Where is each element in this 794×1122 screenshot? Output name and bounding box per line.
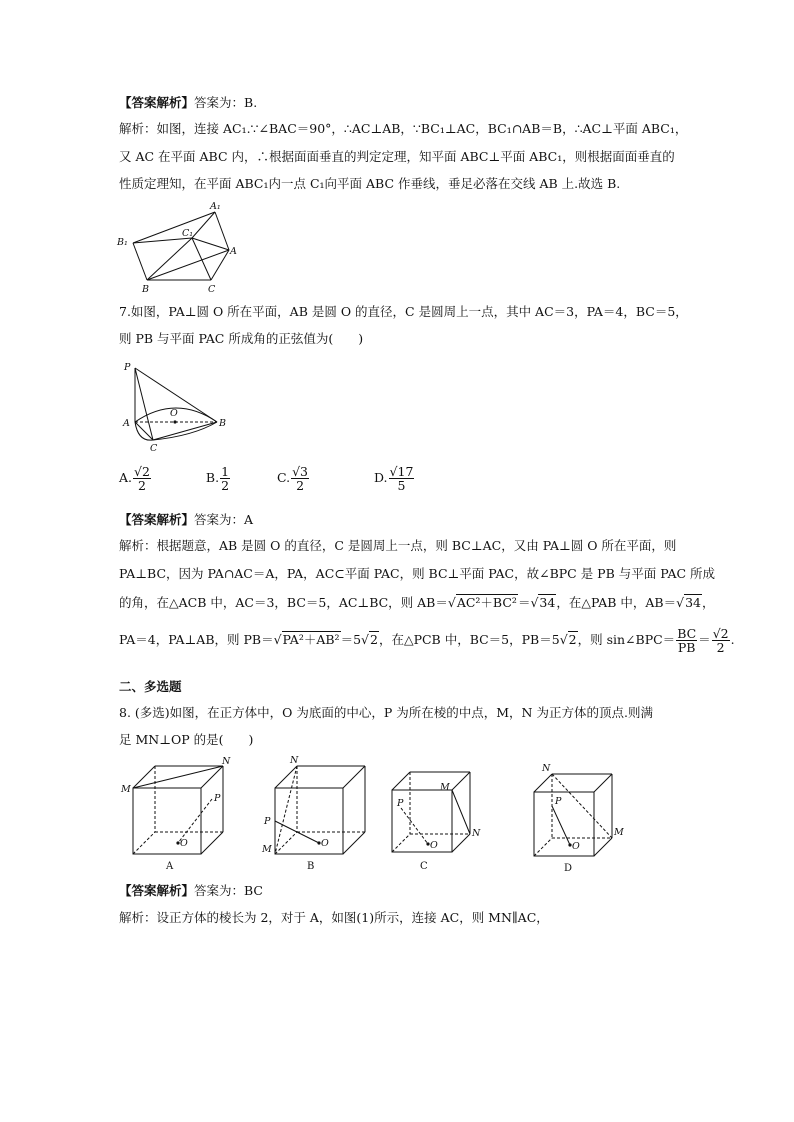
label-b: B xyxy=(219,418,226,429)
answer-tag: 【答案解析】 xyxy=(119,512,195,527)
solution-7-line-3: 的角，在△ACB 中，AC＝3，BC＝5，AC⊥BC，则 AB＝√AC²＋BC²＝√34，在△PAB 中，AB＝√34， xyxy=(119,595,715,610)
options-7 xyxy=(119,462,415,494)
caption-c: C xyxy=(420,861,428,872)
option-b[interactable]: B. $\frac{1}{2}$ xyxy=(205,464,230,493)
fraction: $\frac{√3}{2}$ xyxy=(292,464,309,493)
answer-heading-1 xyxy=(119,94,257,112)
fraction: $\frac{BC}{PB}$ xyxy=(677,626,697,655)
cube-figure-a xyxy=(118,756,231,873)
label-p: P xyxy=(555,796,562,807)
option-c[interactable]: C. $\frac{√3}{2}$ xyxy=(277,464,309,493)
label-c: C xyxy=(208,284,216,295)
solution-7-line-2: PA⊥BC，因为 PA∩AC＝A，PA，AC⊂平面 PAC，则 BC⊥平面 PAC，故∠BPC 是 PB 与平面 PAC 所成 xyxy=(119,566,716,581)
fraction: $\frac{√2}{2}$ xyxy=(712,626,729,655)
caption-b: B xyxy=(307,861,315,872)
label-n: N xyxy=(542,763,551,774)
label-a: A xyxy=(123,418,130,429)
label-p: P xyxy=(397,798,404,809)
question-7-line-2: 则 PB 与平面 PAC 所成角的正弦值为( ) xyxy=(119,331,364,346)
answer-text: 答案为：A xyxy=(194,512,254,527)
question-8-line-1: 8. (多选)如图，在正方体中，O 为底面的中心，P 为所在棱的中点，M，N 为正方体的顶点.则满 xyxy=(119,705,653,720)
label-p: P xyxy=(214,793,221,804)
label-o: O xyxy=(572,841,580,852)
label-o: O xyxy=(170,408,178,419)
solution-1-line-2: 又 AC 在平面 ABC 内，∴根据面面垂直的判定定理，知平面 ABC⊥平面 ABC₁，则根据面面垂直的 xyxy=(119,149,675,164)
label-o: O xyxy=(180,838,188,849)
label-m: M xyxy=(614,827,624,838)
caption-d: D xyxy=(564,863,573,874)
fraction: $\frac{√17}{5}$ xyxy=(389,464,414,493)
fraction: $\frac{1}{2}$ xyxy=(221,464,230,493)
label-m: M xyxy=(121,784,131,795)
pyramid-figure xyxy=(112,198,242,293)
label-n: N xyxy=(472,828,481,839)
label-m: M xyxy=(262,844,272,855)
label-c1: C₁ xyxy=(182,228,194,239)
question-7-line-1: 7.如图，PA⊥圆 O 所在平面，AB 是圆 O 的直径，C 是圆周上一点，其中 AC＝3，PA＝4，BC＝5， xyxy=(119,304,688,319)
solution-7-line-4: PA＝4，PA⊥AB，则 PB＝√PA²＋AB²＝5√2，在△PCB 中，BC＝5，PB＝5√2，则 sin∠BPC＝ $\frac{BC}{PB}$ ＝ $\frac{√2}{2}$ . xyxy=(119,626,735,655)
label-a1: A₁ xyxy=(210,201,221,212)
cube-figure-b xyxy=(262,754,372,872)
answer-heading-8 xyxy=(119,882,263,900)
question-8-line-2: 足 MN⊥OP 的是( ) xyxy=(119,732,254,747)
label-b1: B₁ xyxy=(117,237,128,248)
option-a[interactable]: A. $\frac{√2}{2}$ xyxy=(119,464,150,493)
solution-1-line-3: 性质定理知，在平面 ABC₁内一点 C₁向平面 ABC 作垂线，垂足必落在交线 AB 上.故选 B. xyxy=(119,176,621,191)
fraction: $\frac{√2}{2}$ xyxy=(134,464,150,493)
label-o: O xyxy=(430,840,438,851)
solution-1-line-1: 解析：如图，连接 AC₁.∵∠BAC＝90°，∴AC⊥AB，∵BC₁⊥AC，BC₁∩AB＝B，∴AC⊥平面 ABC₁， xyxy=(119,121,688,136)
answer-tag: 【答案解析】 xyxy=(119,883,195,898)
cube-figure-d xyxy=(530,760,640,875)
solution-7-line-1: 解析：根据题意，AB 是圆 O 的直径，C 是圆周上一点，则 BC⊥AC，又由 PA⊥圆 O 所在平面，则 xyxy=(119,538,677,553)
label-n: N xyxy=(290,755,299,766)
solution-8-line-1: 解析：设正方体的棱长为 2，对于 A，如图(1)所示，连接 AC，则 MN∥AC， xyxy=(119,910,549,925)
label-a: A xyxy=(230,246,237,257)
answer-text: 答案为：B. xyxy=(194,95,258,110)
label-m: M xyxy=(440,782,450,793)
caption-a: A xyxy=(166,861,174,872)
label-n: N xyxy=(222,756,231,767)
label-o: O xyxy=(321,838,329,849)
option-d[interactable]: D. $\frac{√17}{5}$ xyxy=(373,464,414,493)
answer-tag: 【答案解析】 xyxy=(119,95,195,110)
label-c: C xyxy=(150,443,158,454)
label-b: B xyxy=(142,284,149,295)
label-p: P xyxy=(124,362,131,373)
section-heading: 二、多选题 xyxy=(119,679,182,694)
answer-heading-7 xyxy=(119,511,253,529)
cone-circle-figure xyxy=(118,360,233,452)
cube-figure-c xyxy=(388,764,488,874)
label-p: P xyxy=(264,816,271,827)
answer-text: 答案为：BC xyxy=(194,883,263,898)
